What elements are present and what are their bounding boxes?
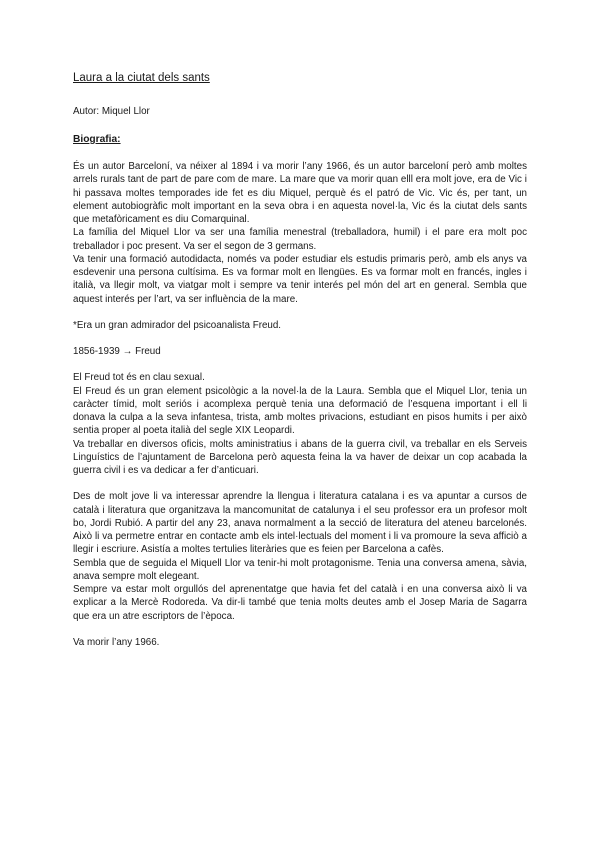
paragraph-birth: És un autor Barceloní, va néixer al 1894 i va morir l’any 1966, és un autor barceloní però amb moltes arrels rurals tant de part de pare com de mare. La mare que va morir quan elll era molt jove, era de Vic i hi passava moltes temporades ide fet es diu Miquel, perquè és el patró de Vic. Vic és, per tant, un element autobiogràfic molt important en la seva obra i en aquesta novel·la, Vic és la ciutat dels sants que metafòricament es diu Comarquinal. — [73, 161, 527, 225]
paragraph-literature: Des de molt jove li va interessar aprendre la llengua i literatura catalana i es va apuntar a cursos de català i literatura que organitzava la mancomunitat de catalunya i el seu professor era un profesor molt bo, Jordi Rubió. A partir del any 23, anava normalment a la secció de literatura del ateneu barcelonés. Això li va permetre entrar en contacte amb els intel·lectuals del moment i li va promoure la seva afficiò a llegir i escriure. Asistía a moltes tertulies literàries que es feien per Barcelona a cafès. — [73, 491, 527, 556]
paragraph-work: Va treballar en diversos oficis, molts aministratius i abans de la guerra civil, va treballar en els Serveis Linguístics de l’ajuntament de Barcelona però aquesta feina la va haver de deixar un cop acabada la guerra civil i es va dedicar a fer d’anticuari. — [73, 438, 527, 476]
paragraph-education: Va tenir una formació autodidacta, només va poder estudiar els estudis primaris però, amb els anys va esdevenir una persona cultísima. Es va formar molt en llengües. Es va formar molt en francés, ingles i italià, va llegir molt, va viatgar molt i sempre va tenir interés pel món del art en general. Sembla que aquest interés per l’art, va ser influència de la mare. — [73, 253, 527, 305]
paragraph-death: Va morir l’any 1966. — [73, 636, 160, 648]
paragraph-protagonism: Sembla que de seguida el Miquell Llor va tenir-hi molt protagonisme. Tenia una conversa amena, sàvia, anava sempre molt elegeant. — [73, 557, 527, 582]
author-line: Autor: Miquel Llor — [73, 106, 150, 117]
paragraph-freud-note: *Era un gran admirador del psicoanalista Freud. — [73, 319, 282, 331]
paragraph-freud-dates: 1856-1939 → Freud — [73, 346, 161, 357]
paragraph-family: La família del Miquel Llor va ser una família menestral (treballadora, humil) i el pare era molt poc treballador i poc present. Va ser el segon de 3 germans. — [73, 227, 527, 252]
paragraph-freud-sexual: El Freud tot és en clau sexual. — [73, 372, 205, 384]
biography-heading: Biografia: — [73, 134, 121, 145]
paragraph-rodoreda: Sempre va estar molt orgullós del aprenentatge que havia fet del català i en una conversa això li va explicar a la Mercè Rodoreda. Va dir-li també que tenia molts deutes amb el Josep Maria de Sagarra que era un atre escriptors de l’època. — [73, 584, 527, 622]
document-title: Laura a la ciutat dels sants — [73, 72, 210, 84]
paragraph-psychology: El Freud és un gran element psicològic a la novel·la de la Laura. Sembla que el Miquel Llor, tenia un caràcter tímid, molt seriós i acomplexa perquè tenia una deformació de l’esquena important i ell li donava la culpa a la seva infantesa, trista, amb moltes privacions, estudiant en pisos humits i per això sentia proper al poeta italià del segle XIX Leopardi. — [73, 385, 527, 437]
